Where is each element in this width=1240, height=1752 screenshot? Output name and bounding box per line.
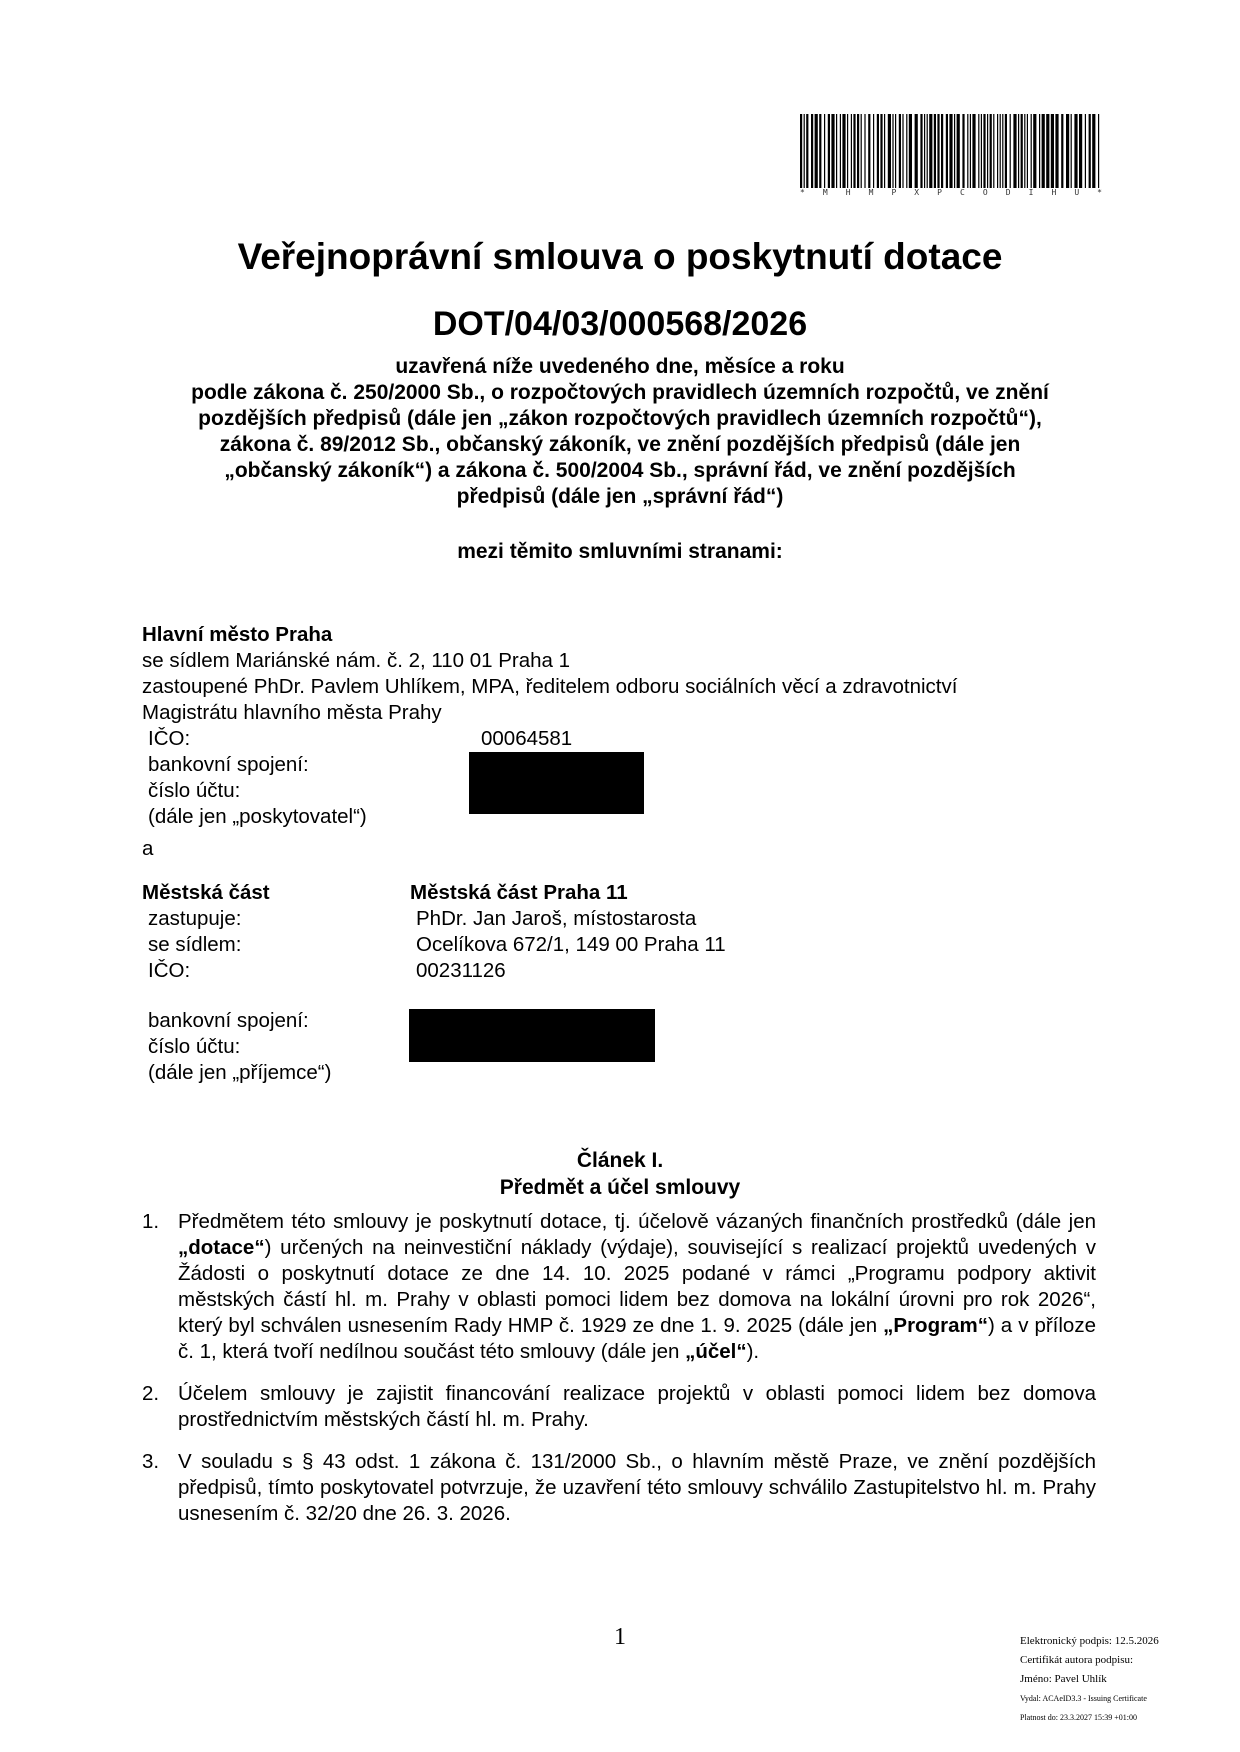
barcode-bar	[1031, 114, 1032, 188]
barcode-bar	[1042, 114, 1045, 188]
barcode-bar	[864, 114, 865, 188]
provider-seat: se sídlem Mariánské nám. č. 2, 110 01 Praha 1	[142, 649, 571, 672]
barcode-bar	[993, 114, 994, 188]
text-run: ) určených na neinvestiční náklady (výdaje), související s realizací projektů uvedených v Žádosti o poskytnutí dotace ze dne 14. 10. 2025 podané v rámci „Programu podpory aktivit městských částí hl. m. Prahy v oblasti pomoci lidem bez domova na lokální úrovni pro rok 2026“, který byl schválen usnesením Rady HMP č. 1929 ze dne 1. 9. 2025 (dále jen	[178, 1236, 1096, 1337]
item-number: 3.	[142, 1450, 160, 1473]
provider-name: Hlavní město Praha	[142, 623, 333, 646]
barcode-bar	[902, 114, 903, 188]
recipient-seat-label: se sídlem:	[148, 933, 242, 956]
barcode-bar	[815, 114, 818, 188]
legal-basis-line: pozdějších předpisů (dále jen „zákon rozpočtových pravidlech územních rozpočtů“),	[198, 407, 1042, 430]
barcode-bar	[920, 114, 922, 188]
barcode-char: C	[960, 188, 965, 197]
barcode-bar	[877, 114, 879, 188]
barcode-bar	[1061, 114, 1063, 188]
barcode-bar	[1098, 114, 1099, 188]
barcode-bar	[1018, 114, 1019, 188]
barcode-char: M	[822, 188, 828, 197]
item-text	[178, 1209, 1096, 1365]
barcode-bar	[892, 114, 893, 188]
barcode-bar	[804, 114, 805, 188]
barcode-bar	[909, 114, 912, 188]
barcode-bar	[1010, 114, 1011, 188]
barcode-bar	[884, 114, 885, 188]
barcode-bars	[800, 114, 1102, 188]
barcode-bar	[873, 114, 874, 188]
barcode-bar	[949, 114, 952, 188]
barcode-bar	[836, 114, 837, 188]
barcode-bar	[851, 114, 852, 188]
recipient-rep-row	[142, 906, 1132, 932]
esig-certificate: Certifikát autora podpisu:	[1020, 1654, 1134, 1666]
recipient-alias: (dále jen „příjemce“)	[148, 1061, 332, 1084]
barcode-bar	[924, 114, 925, 188]
barcode-bar	[1055, 114, 1058, 188]
barcode-bar	[828, 114, 830, 188]
barcode-text	[800, 188, 1102, 200]
list-item	[142, 1381, 1096, 1433]
barcode-bar	[906, 114, 907, 188]
barcode-char: D	[1005, 188, 1011, 197]
barcode-char: *	[800, 188, 805, 197]
text-run: ) a v příloze č. 1, která tvoří nedílnou součást této smlouvy (dále jen	[178, 1314, 1096, 1363]
recipient-bank-label: bankovní spojení:	[148, 1009, 309, 1032]
barcode-bar	[954, 114, 955, 188]
barcode-bar	[1066, 114, 1069, 188]
barcode-bar	[970, 114, 971, 188]
item-text: Účelem smlouvy je zajistit financování realizace projektů v oblasti pomoci lidem bez domova prostřednictvím městských částí hl. m. Prahy.	[178, 1382, 1096, 1431]
barcode-bar	[915, 114, 918, 188]
recipient-type-label: Městská část	[142, 881, 270, 904]
barcode-bar	[840, 114, 841, 188]
redaction-box	[469, 752, 644, 814]
barcode-char: H	[1051, 188, 1057, 197]
barcode-char: *	[1097, 188, 1102, 197]
list-item	[142, 1209, 1096, 1365]
barcode-bar	[1085, 114, 1086, 188]
barcode-char: H	[845, 188, 851, 197]
barcode-bar	[861, 114, 862, 188]
barcode-bar	[1071, 114, 1072, 188]
barcode-bar	[847, 114, 848, 188]
defined-term: „dotace“	[178, 1236, 265, 1259]
barcode-bar	[857, 114, 859, 188]
barcode-bar	[853, 114, 855, 188]
recipient-account-label: číslo účtu:	[148, 1035, 241, 1058]
item-number: 2.	[142, 1382, 160, 1405]
barcode-bar	[806, 114, 808, 188]
barcode-bar	[941, 114, 943, 188]
recipient-seat-value: Ocelíkova 672/1, 149 00 Praha 11	[416, 933, 726, 956]
barcode-bar	[997, 114, 998, 188]
barcode-char: O	[982, 188, 988, 197]
article-heading	[0, 1147, 1240, 1201]
recipient-name-row	[142, 880, 1132, 906]
redaction-box	[409, 1009, 655, 1062]
recipient-ico-value: 00231126	[416, 959, 506, 982]
legal-basis	[0, 354, 1240, 510]
defined-term: „Program“	[883, 1314, 988, 1337]
barcode-bar	[927, 114, 928, 188]
recipient-rep-label: zastupuje:	[148, 907, 242, 930]
recipient-name: Městská část Praha 11	[410, 881, 628, 904]
barcode-bar	[888, 114, 891, 188]
provider-representation: zastoupené PhDr. Pavlem Uhlíkem, MPA, ředitelem odboru sociálních věcí a zdravotnictví	[142, 675, 958, 698]
esig-issuer: Vydal: ACAeID3.3 - Issuing Certificate	[1020, 1694, 1147, 1703]
barcode-bar	[937, 114, 939, 188]
barcode-bar	[842, 114, 845, 188]
page-number: 1	[614, 1624, 626, 1650]
barcode-bar	[962, 114, 964, 188]
item-text: V souladu s § 43 odst. 1 zákona č. 131/2000 Sb., o hlavním městě Praze, ve znění pozdějších předpisů, tímto poskytovatel potvrzuje, že uzavření této smlouvy schválilo Zastupitelstvo hl. m. Prahy usnesením č. 32/20 dne 26. 3. 2026.	[178, 1450, 1096, 1525]
barcode-bar	[819, 114, 821, 188]
barcode-char: M	[868, 188, 874, 197]
barcode-bar	[972, 114, 975, 188]
parties-intro: mezi těmito smluvními stranami:	[457, 540, 783, 563]
barcode-bar	[929, 114, 932, 188]
provider-alias: (dále jen „poskytovatel“)	[148, 805, 367, 828]
barcode-bar	[946, 114, 948, 188]
barcode-char: X	[914, 188, 920, 197]
barcode-bar	[1089, 114, 1091, 188]
text-run: ).	[746, 1340, 760, 1363]
text-run: Předmětem této smlouvy je poskytnutí dotace, tj. účelově vázaných finančních prostředků (dále jen	[178, 1210, 1096, 1233]
barcode-bar	[800, 114, 802, 188]
list-item	[142, 1449, 1096, 1527]
barcode-bar	[880, 114, 882, 188]
barcode-bar	[1000, 114, 1001, 188]
legal-basis-line: „občanský zákoník“) a zákona č. 500/2004 Sb., správní řád, ve znění pozdějších	[224, 459, 1016, 482]
barcode-bar	[1027, 114, 1028, 188]
barcode-bar	[811, 114, 813, 188]
barcode-char: P	[937, 188, 942, 197]
barcode-bar	[1051, 114, 1054, 188]
provider-account-label: číslo účtu:	[148, 779, 241, 802]
barcode-bar	[1013, 114, 1016, 188]
barcode-bar	[1092, 114, 1095, 188]
barcode-bar	[987, 114, 988, 188]
barcode-bar	[824, 114, 825, 188]
barcode-bar	[1002, 114, 1003, 188]
barcode-bar	[983, 114, 985, 188]
barcode-bar	[1005, 114, 1007, 188]
barcode-bar	[899, 114, 901, 188]
article-items	[142, 1209, 1096, 1543]
provider-ico-row	[142, 726, 1132, 752]
legal-basis-line: předpisů (dále jen „správní řád“)	[456, 485, 784, 508]
conjunction: a	[142, 837, 154, 860]
barcode-char: I	[1028, 188, 1034, 197]
document-number: DOT/04/03/000568/2026	[432, 305, 808, 343]
barcode-bar	[981, 114, 982, 188]
barcode-bar	[868, 114, 870, 188]
barcode-bar	[957, 114, 960, 188]
barcode-bar	[1079, 114, 1082, 188]
legal-basis-line: uzavřená níže uvedeného dne, měsíce a roku	[395, 355, 845, 378]
barcode-bar	[967, 114, 968, 188]
barcode-char: P	[891, 188, 897, 197]
barcode	[800, 114, 1102, 197]
article-title: Předmět a účel smlouvy	[499, 1176, 741, 1199]
document-title: Veřejnoprávní smlouva o poskytnutí dotace	[237, 236, 1003, 277]
provider-ico-value: 00064581	[481, 727, 573, 750]
barcode-bar	[1024, 114, 1025, 188]
barcode-bar	[1074, 114, 1077, 188]
provider-representation-cont: Magistrátu hlavního města Prahy	[142, 701, 442, 724]
electronic-signature-stamp	[1020, 1632, 1230, 1727]
barcode-bar	[895, 114, 896, 188]
esig-name: Jméno: Pavel Uhlík	[1020, 1673, 1107, 1685]
legal-basis-line: zákona č. 89/2012 Sb., občanský zákoník, ve znění pozdějších předpisů (dále jen	[219, 433, 1021, 456]
recipient-rep-value: PhDr. Jan Jaroš, místostarosta	[416, 907, 697, 930]
barcode-bar	[1021, 114, 1023, 188]
barcode-bar	[1046, 114, 1049, 188]
recipient-seat-row	[142, 932, 1132, 958]
legal-basis-line: podle zákona č. 250/2000 Sb., o rozpočtových pravidlech územních rozpočtů, ve znění	[191, 381, 1049, 404]
barcode-bar	[934, 114, 936, 188]
item-number: 1.	[142, 1210, 160, 1233]
article-number: Článek I.	[576, 1149, 664, 1172]
esig-date: Elektronický podpis: 12.5.2026	[1020, 1635, 1159, 1647]
barcode-bar	[1039, 114, 1040, 188]
barcode-char: U	[1074, 188, 1080, 197]
esig-validity: Platnost do: 23.3.2027 15:39 +01:00	[1020, 1713, 1137, 1722]
provider-bank-label: bankovní spojení:	[148, 753, 309, 776]
provider-ico-label: IČO:	[148, 727, 191, 750]
provider-block	[142, 622, 1132, 862]
recipient-ico-row	[142, 958, 1132, 984]
barcode-bar	[990, 114, 992, 188]
barcode-bar	[1033, 114, 1036, 188]
recipient-ico-label: IČO:	[148, 959, 191, 982]
defined-term: „účel“	[685, 1340, 747, 1363]
barcode-bar	[831, 114, 834, 188]
barcode-bar	[978, 114, 979, 188]
